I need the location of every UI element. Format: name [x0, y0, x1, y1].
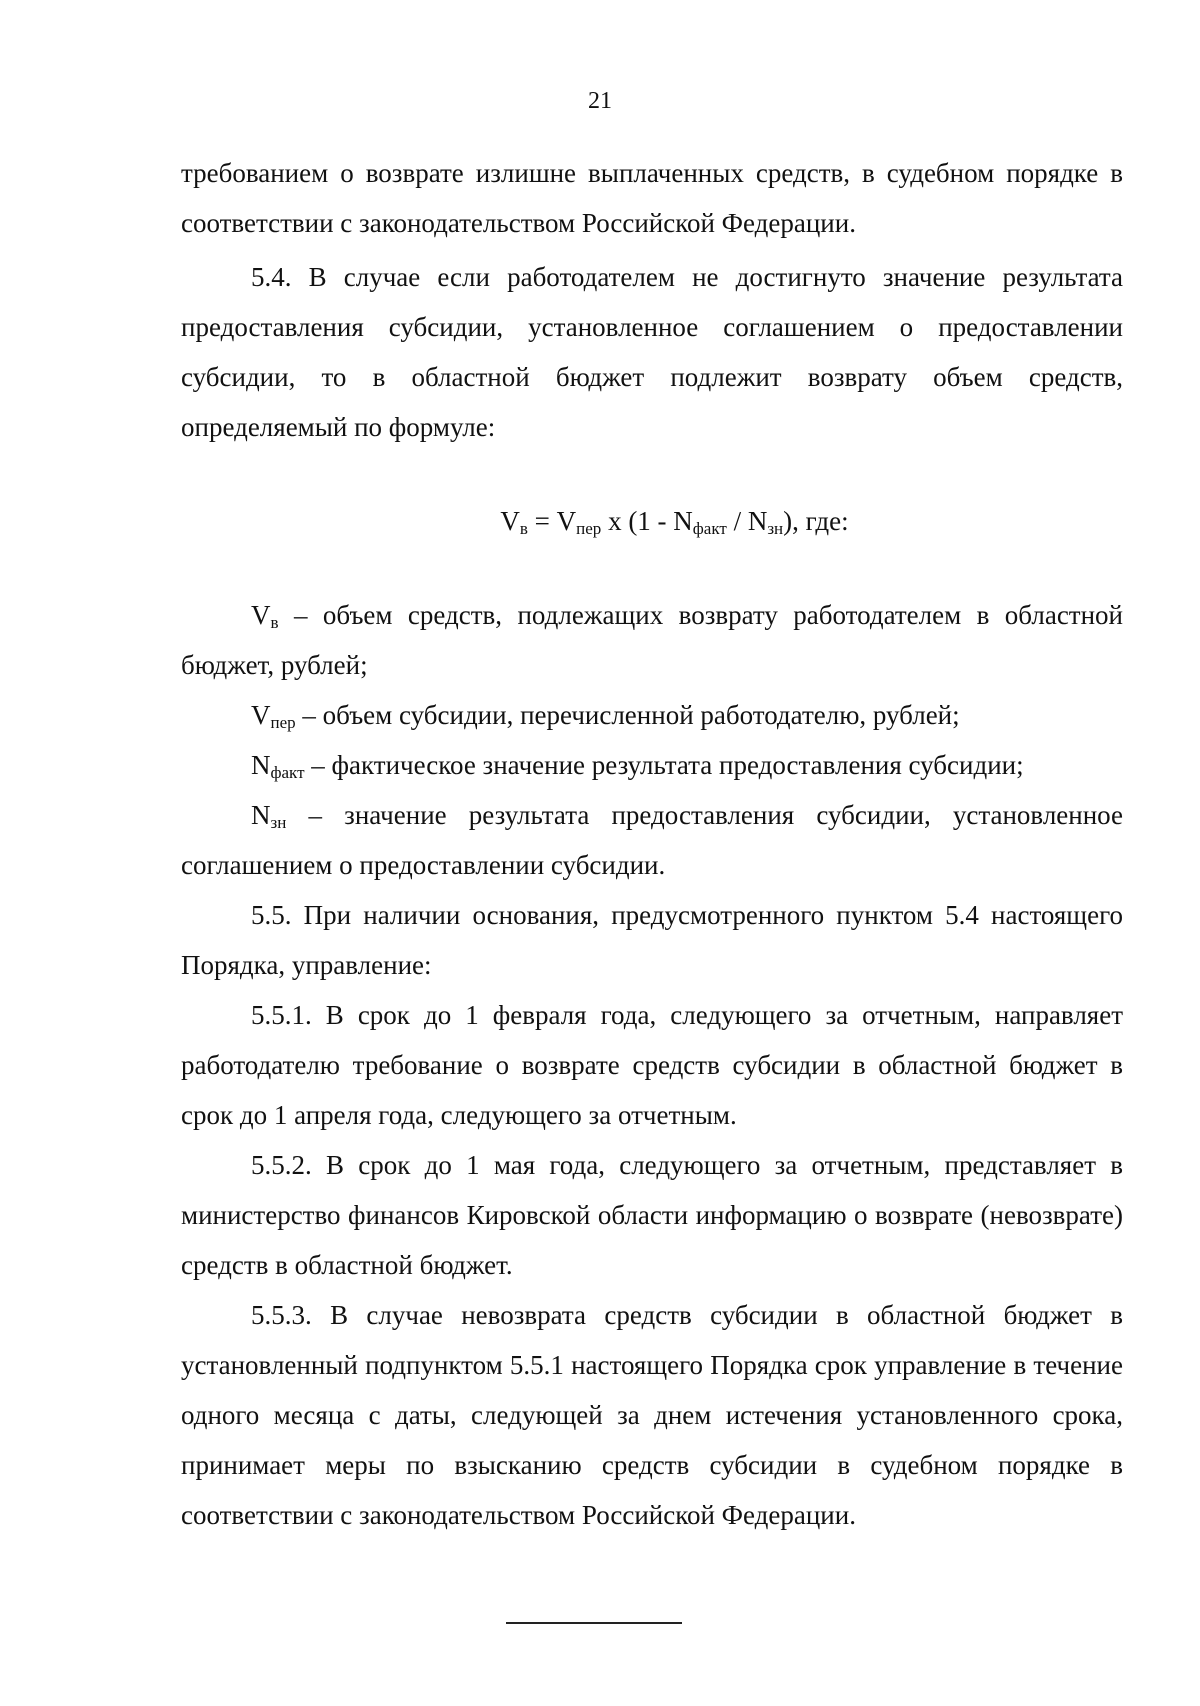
page-number: 21	[588, 88, 612, 114]
paragraph-continuation: требованием о возврате излишне выплаченных средств, в судебном порядке в соответствии с законодательством Российской Федерации.	[181, 158, 1123, 238]
paragraph-5-5: 5.5. При наличии основания, предусмотренного пунктом 5.4 настоящего Порядка, управление:	[181, 900, 1123, 980]
definition-symbol: V	[251, 600, 271, 630]
formula-end: ), где:	[783, 506, 849, 536]
definition-sub: зн	[270, 813, 287, 832]
formula-v: V	[500, 506, 520, 536]
formula	[181, 496, 1123, 546]
definition-text: – фактическое значение результата предоставления субсидии;	[304, 750, 1024, 780]
formula-vper-sub: пер	[576, 519, 602, 538]
definition-symbol: N	[251, 750, 271, 780]
formula-mid: x (1 - N	[601, 506, 693, 536]
definition-symbol: V	[251, 700, 271, 730]
paragraph-5-5-1: 5.5.1. В срок до 1 февраля года, следующего за отчетным, направляет работодателю требование о возврате средств субсидии в областной бюджет в срок до 1 апреля года, следующего за отчетным.	[181, 1000, 1123, 1130]
definition-vper	[181, 690, 1123, 740]
formula-slash: / N	[726, 506, 768, 536]
definition-sub: пер	[270, 713, 296, 732]
formula-eq: = V	[527, 506, 577, 536]
formula-v-sub: в	[519, 519, 528, 538]
definition-symbol: N	[251, 800, 271, 830]
definition-sub: факт	[270, 763, 305, 782]
definition-text: – объем субсидии, перечисленной работодателю, рублей;	[295, 700, 960, 730]
definition-nzn	[181, 790, 1123, 890]
formula-nzn-sub: зн	[767, 519, 784, 538]
definition-nfakt	[181, 740, 1123, 790]
formula-nfakt-sub: факт	[692, 519, 727, 538]
end-divider	[506, 1622, 682, 1624]
document-body	[181, 148, 1123, 1540]
paragraph-5-5-3: 5.5.3. В случае невозврата средств субсидии в областной бюджет в установленный подпунктом 5.5.1 настоящего Порядка срок управление в течение одного месяца с даты, следующей за днем истечения установленного срока, принимает меры по взысканию средств субсидии в судебном порядке в соответствии с законодательством Российской Федерации.	[181, 1300, 1123, 1530]
definition-text: – значение результата предоставления субсидии, установленное соглашением о предоставлении субсидии.	[181, 800, 1123, 880]
paragraph-5-5-2: 5.5.2. В срок до 1 мая года, следующего за отчетным, представляет в министерство финансов Кировской области информацию о возврате (невозврате) средств в областной бюджет.	[181, 1150, 1123, 1280]
definition-sub: в	[270, 613, 279, 632]
definition-vv	[181, 590, 1123, 690]
paragraph-5-4: 5.4. В случае если работодателем не достигнуто значение результата предоставления субсидии, установленное соглашением о предоставлении субсидии, то в областной бюджет подлежит возврату объем средств, определяемый по формуле:	[181, 262, 1123, 442]
definition-text: – объем средств, подлежащих возврату работодателем в областной бюджет, рублей;	[181, 600, 1123, 680]
